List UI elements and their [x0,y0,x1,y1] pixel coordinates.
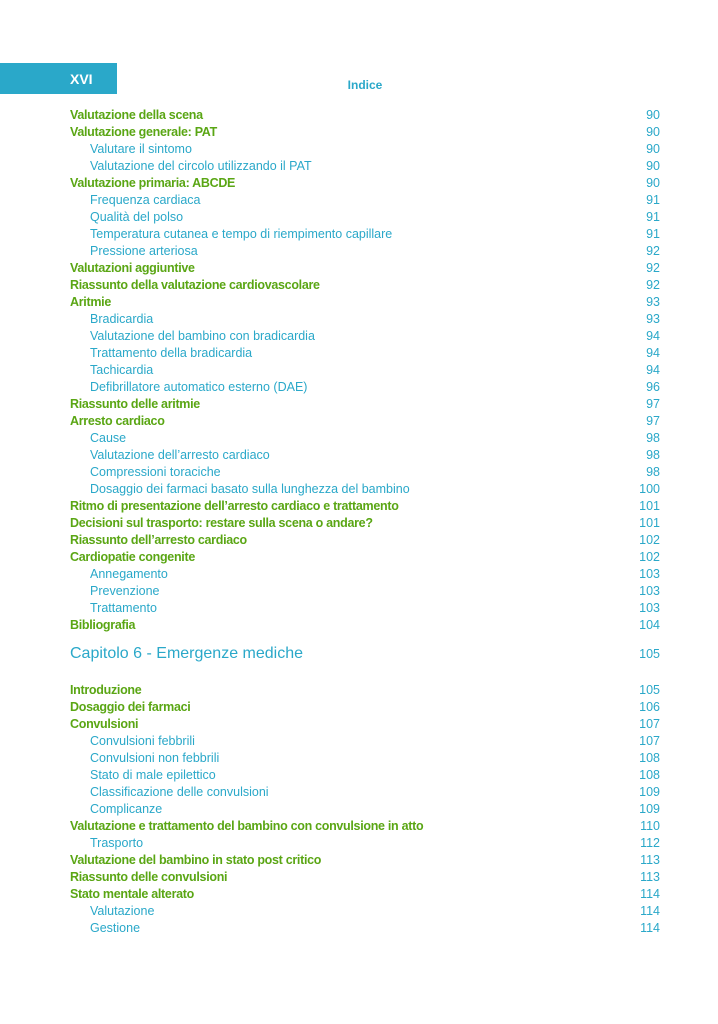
toc-entry-page: 109 [639,802,660,816]
toc-entry-title: Classificazione delle convulsioni [90,785,269,799]
toc-section[interactable] [70,887,660,904]
toc-section[interactable] [70,295,660,312]
toc-entry-page: 104 [639,618,660,632]
toc-entry-title: Pressione arteriosa [90,244,198,258]
toc-entry-page: 97 [646,397,660,411]
toc-entry-page: 93 [646,312,660,326]
toc-section[interactable] [70,261,660,278]
toc-entry-title: Riassunto della valutazione cardiovascolare [70,278,320,292]
toc-entry-title: Valutazione [90,904,155,918]
toc-entry-title: Valutazioni aggiuntive [70,261,195,275]
toc-subsection[interactable] [70,785,660,802]
toc-entry-page: 114 [640,904,660,918]
toc-entry-title: Prevenzione [90,584,160,598]
toc-section[interactable] [70,717,660,734]
toc-entry-title: Riassunto delle convulsioni [70,870,228,884]
toc-entry-page: 90 [646,142,660,156]
toc-entry-title: Temperatura cutanea e tempo di riempimento capillare [90,227,393,241]
toc-subsection[interactable] [70,751,660,768]
toc-subsection[interactable] [70,601,660,618]
toc-section[interactable] [70,683,660,700]
toc-section[interactable] [70,125,660,142]
toc-entry-page: 113 [640,870,660,884]
toc-entry-title: Valutazione primaria: ABCDE [70,176,236,190]
toc-entry-title: Annegamento [90,567,168,581]
toc-entry-title: Capitolo 6 - Emergenze mediche [70,645,304,662]
toc-entry-title: Trattamento della bradicardia [90,346,253,360]
toc-entry-page: 105 [639,647,660,661]
toc-section[interactable] [70,516,660,533]
toc-entry-title: Qualità del polso [90,210,184,224]
toc-entry-title: Cardiopatie congenite [70,550,195,564]
toc-entry-page: 90 [646,159,660,173]
toc-entry-title: Bradicardia [90,312,154,326]
toc-subsection[interactable] [70,312,660,329]
toc-entry-page: 102 [639,550,660,564]
toc-entry-page: 101 [639,499,660,513]
toc-entry-title: Valutazione e trattamento del bambino con convulsione in atto [70,819,424,833]
toc-entry-title: Compressioni toraciche [90,465,221,479]
toc-subsection[interactable] [70,159,660,176]
toc-section[interactable] [70,278,660,295]
toc-section[interactable] [70,414,660,431]
toc-subsection[interactable] [70,193,660,210]
toc-subsection[interactable] [70,448,660,465]
toc-entry-page: 109 [639,785,660,799]
toc-section[interactable] [70,499,660,516]
toc-entry-page: 98 [646,431,660,445]
toc-entry-page: 112 [640,836,660,850]
toc-entry-title: Riassunto dell’arresto cardiaco [70,533,247,547]
toc-entry-page: 98 [646,465,660,479]
toc-entry-page: 103 [639,601,660,615]
toc-entry-page: 103 [639,584,660,598]
toc-entry-title: Dosaggio dei farmaci basato sulla lunghezza del bambino [90,482,410,496]
toc-subsection[interactable] [70,836,660,853]
toc-entry-page: 114 [640,887,660,901]
toc-section[interactable] [70,819,660,836]
toc-entry-title: Trasporto [90,836,144,850]
page-number: XVI [70,71,93,87]
toc-section[interactable] [70,550,660,567]
toc-entry-title: Frequenza cardiaca [90,193,201,207]
toc-subsection[interactable] [70,482,660,499]
toc-entry-title: Ritmo di presentazione dell’arresto cardiaco e trattamento [70,499,399,513]
toc-entry-title: Convulsioni febbrili [90,734,195,748]
toc-entry-page: 94 [646,329,660,343]
toc-entry-page: 92 [646,244,660,258]
toc-entry-page: 94 [646,346,660,360]
toc-entry-title: Valutazione del bambino con bradicardia [90,329,315,343]
toc-entry-title: Decisioni sul trasporto: restare sulla scena o andare? [70,516,373,530]
toc-entry-page: 110 [640,819,660,833]
toc-subsection[interactable] [70,363,660,380]
toc-entry-title: Dosaggio dei farmaci [70,700,191,714]
toc-entry-title: Complicanze [90,802,163,816]
toc-entry-title: Arresto cardiaco [70,414,165,428]
toc-entry-title: Tachicardia [90,363,154,377]
toc-entry-title: Aritmie [70,295,111,309]
toc-entry-page: 92 [646,261,660,275]
toc-entry-page: 102 [639,533,660,547]
toc-entry-page: 100 [639,482,660,496]
toc-subsection[interactable] [70,921,660,938]
chapter-heading[interactable] [70,645,660,667]
toc-entry-title: Valutazione dell’arresto cardiaco [90,448,270,462]
toc-entry-title: Trattamento [90,601,157,615]
toc-subsection[interactable] [70,584,660,601]
toc-section[interactable] [70,853,660,870]
toc-entry-page: 101 [639,516,660,530]
toc-entry-title: Valutazione del circolo utilizzando il PAT [90,159,312,173]
toc-entry-title: Valutare il sintomo [90,142,192,156]
toc-entry-page: 106 [639,700,660,714]
toc-entry-page: 103 [639,567,660,581]
toc-subsection[interactable] [70,567,660,584]
toc-entry-page: 92 [646,278,660,292]
toc-section[interactable] [70,108,660,125]
toc-entry-title: Stato mentale alterato [70,887,194,901]
toc-entry-page: 93 [646,295,660,309]
toc-subsection[interactable] [70,734,660,751]
toc-subsection[interactable] [70,346,660,363]
toc-subsection[interactable] [70,802,660,819]
toc-entry-page: 96 [646,380,660,394]
toc-entry-page: 90 [646,125,660,139]
toc-section[interactable] [70,533,660,550]
toc-entry-page: 91 [646,210,660,224]
toc-section[interactable] [70,870,660,887]
toc-entry-title: Convulsioni [70,717,139,731]
toc-subsection[interactable] [70,244,660,261]
page-title: Indice [347,78,383,92]
toc-entry-page: 91 [646,227,660,241]
toc-entry-title: Riassunto delle aritmie [70,397,200,411]
toc-entry-title: Introduzione [70,683,142,697]
toc-subsection[interactable] [70,227,660,244]
toc-entry-page: 105 [639,683,660,697]
toc-entry-page: 90 [646,108,660,122]
toc-entry-page: 113 [640,853,660,867]
toc-entry-title: Valutazione della scena [70,108,203,122]
toc-entry-page: 114 [640,921,660,935]
toc-subsection[interactable] [70,904,660,921]
toc-section[interactable] [70,397,660,414]
toc-entry-title: Cause [90,431,127,445]
toc-entry-page: 98 [646,448,660,462]
toc-entry-page: 91 [646,193,660,207]
toc-entry-title: Defibrillatore automatico esterno (DAE) [90,380,308,394]
toc-entry-title: Bibliografia [70,618,136,632]
toc-entry-page: 90 [646,176,660,190]
toc-entry-page: 108 [639,768,660,782]
toc-section[interactable] [70,700,660,717]
toc-entry-title: Convulsioni non febbrili [90,751,220,765]
toc-entry-page: 107 [639,717,660,731]
toc-subsection[interactable] [70,380,660,397]
toc-subsection[interactable] [70,142,660,159]
toc-subsection[interactable] [70,210,660,227]
toc-entry-page: 107 [639,734,660,748]
toc-section[interactable] [70,618,660,635]
toc-entry-title: Stato di male epilettico [90,768,216,782]
toc-entry-page: 108 [639,751,660,765]
toc-entry-title: Gestione [90,921,141,935]
toc-subsection[interactable] [70,329,660,346]
toc-subsection[interactable] [70,768,660,785]
toc-entry-page: 94 [646,363,660,377]
toc-entry-page: 97 [646,414,660,428]
toc-entry-title: Valutazione del bambino in stato post critico [70,853,322,867]
toc-section[interactable] [70,176,660,193]
toc-entry-title: Valutazione generale: PAT [70,125,217,139]
toc-subsection[interactable] [70,465,660,482]
toc-subsection[interactable] [70,431,660,448]
